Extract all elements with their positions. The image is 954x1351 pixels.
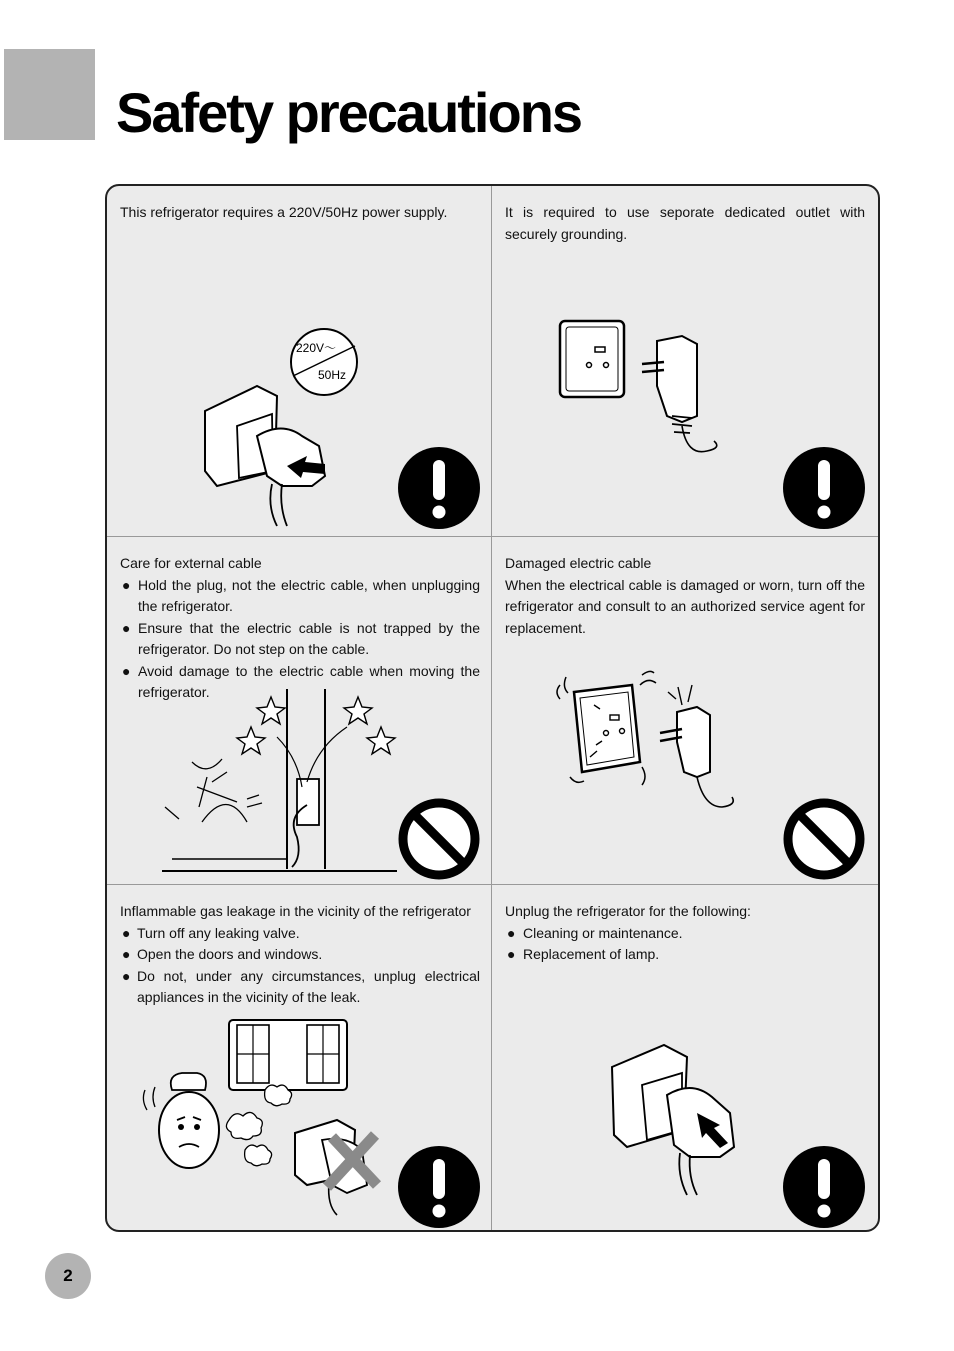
list-item: ● Open the doors and windows. [120,944,480,966]
panel-body: When the electrical cable is damaged or worn, turn off the refrigerator and consult to an authorized service agent for replacement. [505,576,865,636]
page-number: 2 [45,1253,91,1299]
corner-block [4,49,95,140]
panel-heading: Unplug the refrigerator for the following: [505,903,751,919]
list-item: ● Cleaning or maintenance. [505,923,865,945]
frequency-label: 50Hz [318,368,347,382]
list-item: ● Turn off any leaking valve. [120,923,480,945]
panel-heading: Damaged electric cable [505,555,652,571]
panel-external-cable [107,537,491,885]
panel-heading: It is required to use seporate dedicated outlet with securely grounding. [505,204,865,242]
list-item: ● Ensure that the electric cable is not trapped by the refrigerator. Do not step on the cable. [120,618,480,661]
prohibition-icon [397,797,481,881]
mandatory-sign [782,446,866,530]
prohibition-icon [782,797,866,881]
prohibited-sign [397,797,481,881]
panel-heading: Inflammable gas leakage in the vicinity of the refrigerator [120,903,471,919]
exclamation-icon [782,446,866,530]
page-title: Safety precautions [116,81,582,144]
panel-gas-leakage [107,885,491,1232]
exclamation-icon [782,1145,866,1229]
list-item: ● Do not, under any circumstances, unplug electrical appliances in the vicinity of the leak. [120,966,480,1009]
mandatory-sign [397,446,481,530]
prohibited-sign [782,797,866,881]
panel-power-supply [107,186,491,534]
exclamation-icon [397,1145,481,1229]
list-item: ● Avoid damage to the electric cable when moving the refrigerator. [120,661,480,704]
list-item: ● Replacement of lamp. [505,944,865,966]
mandatory-sign [782,1145,866,1229]
panel-heading: Care for external cable [120,555,262,571]
exclamation-icon [397,446,481,530]
voltage-label: 220V～ [296,341,337,355]
list-item: ● Hold the plug, not the electric cable, when unplugging the refrigerator. [120,575,480,618]
safety-panel-grid [105,184,880,1232]
panel-grounding [492,186,876,534]
mandatory-sign [397,1145,481,1229]
panel-damaged-cable [492,537,876,885]
panel-unplug [492,885,876,1232]
panel-heading: This refrigerator requires a 220V/50Hz power supply. [120,204,448,220]
